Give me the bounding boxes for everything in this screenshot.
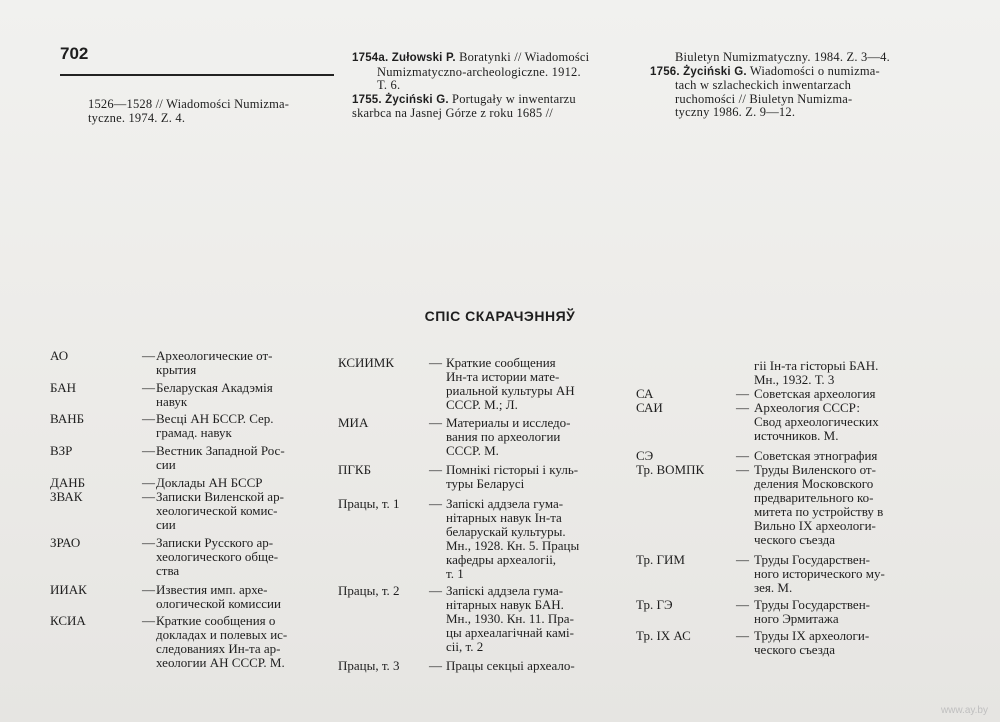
definition-line: цы археалагічнай камі- [446,625,574,640]
abbreviation-entry [636,449,928,463]
definition-line: ства [156,563,180,578]
abbreviations-column-2 [338,356,622,673]
abbreviation-term: КСИА [50,613,86,628]
definition-line: сии [156,457,176,472]
abbreviation-dash: — [736,628,749,643]
abbreviation-dash: — [142,582,155,597]
abbreviation-dash: — [142,380,155,395]
abbreviation-term: ИИАК [50,582,87,597]
definition-line: кафедры археалогіі, [446,552,557,567]
bib-line: Numizmatyczno-archeologiczne. 1912. [377,64,581,79]
section-title: СПІС СКАРАЧЭННЯЎ [424,308,576,324]
abbreviation-definition [156,490,322,532]
abbreviation-dash: — [142,475,155,490]
abbreviation-definition [156,583,322,611]
abbreviation-entry [636,359,928,387]
definition-line: Советская археология [754,386,876,401]
top-column-1 [88,98,340,125]
definition-line: Мн., 1930. Кн. 11. Пра- [446,611,574,626]
abbreviation-definition [156,614,322,670]
abbreviation-dash: — [429,583,442,598]
definition-line: нітарных навук Ін-та [446,510,562,525]
abbreviation-entry [338,416,622,458]
definition-line: СССР. М.; Л. [446,397,518,412]
definition-line: гіі Ін-та гісторыі БАН. [754,358,879,373]
abbreviation-term: ДАНБ [50,475,86,490]
definition-line: источников. М. [754,428,839,443]
definition-line: докладах и полевых ис- [156,627,288,642]
abbreviation-term: Працы, т. 2 [338,583,400,598]
abbreviation-dash: — [736,552,749,567]
bib-line: tach w szlacheckich inwentarzach [675,78,852,92]
abbreviation-term: ЗВАК [50,489,83,504]
definition-line: Известия имп. архе- [156,582,268,597]
bib-entry-1756: 1756. Życiński G. Wiadomości o numizma- [650,63,880,78]
definition-line: хеологической комис- [156,503,278,518]
definition-line: предварительного ко- [754,490,874,505]
abbreviation-dash: — [142,443,155,458]
abbreviation-term: САИ [636,400,663,415]
definition-line: Археология СССР: [754,400,861,415]
abbreviation-definition [156,349,322,377]
definition-line: Советская этнография [754,448,878,463]
definition-line: Вильно IX археологи- [754,518,876,533]
abbreviation-dash: — [429,496,442,511]
top-column-3 [650,51,940,120]
definition-line: туры Беларусі [446,476,525,491]
abbreviation-term: ЗРАО [50,535,81,550]
definition-line: Записки Виленской ар- [156,489,284,504]
abbreviation-definition [446,659,622,673]
definition-line: зея. М. [754,580,793,595]
bib-entry-1754a: 1754a. Zułowski P. Boratynki // Wiadomości [352,50,590,64]
definition-line: нітарных навук БАН. [446,597,564,612]
abbreviation-entry [338,584,622,654]
abbreviation-dash: — [736,400,749,415]
abbreviation-term: КСИИМК [338,355,395,370]
abbreviation-entry [338,463,622,491]
definition-line: Материалы и исследо- [446,415,571,430]
definition-line: сии [156,517,176,532]
definition-line: Свод археологических [754,414,879,429]
abbreviation-dash: — [142,411,155,426]
abbreviation-entry [50,490,322,532]
header-rule [60,74,334,76]
definition-line: Краткие сообщения о [156,613,276,628]
definition-line: следованиях Ин-та ар- [156,641,281,656]
definition-line: Археологические от- [156,348,273,363]
abbreviation-entry [50,349,322,377]
abbreviation-term: МИА [338,415,369,430]
definition-line: деления Московского [754,476,874,491]
abbreviation-dash: — [429,462,442,477]
abbreviation-term: Тр. ВОМПК [636,462,705,477]
abbreviation-term: Тр. IX АС [636,628,691,643]
abbreviation-entry [338,659,622,673]
definition-line: хеологического обще- [156,549,279,564]
abbreviation-dash: — [736,448,749,463]
definition-line: Весці АН БССР. Сер. [156,411,274,426]
definition-line: Мн., 1932. Т. 3 [754,372,835,387]
definition-line: митета по устройству в [754,504,884,519]
bib-line: Biuletyn Numizmatyczny. 1984. Z. 3—4. [675,50,890,64]
definition-line: ного Эрмитажа [754,611,839,626]
abbreviation-term: Тр. ГИМ [636,552,685,567]
abbreviation-entry [50,476,322,490]
abbreviation-entry [636,463,928,547]
definition-line: Труды IX археологи- [754,628,870,643]
abbreviation-entry [50,381,322,409]
abbreviation-entry [50,412,322,440]
abbreviation-term: Працы, т. 1 [338,496,400,511]
definition-line: Труды Государствен- [754,597,870,612]
definition-line: вания по археологии [446,429,561,444]
abbreviation-term: Тр. ГЭ [636,597,673,612]
abbreviation-entry [338,497,622,581]
definition-line: Працы секцыі археало- [446,658,575,673]
definition-line: Мн., 1928. Кн. 5. Працы [446,538,580,553]
definition-line: Вестник Западной Рос- [156,443,285,458]
definition-line: грамад. навук [156,425,232,440]
abbreviation-definition [754,598,928,626]
abbreviation-definition [446,463,622,491]
abbreviation-dash: — [736,462,749,477]
abbreviation-entry [50,536,322,578]
abbreviation-definition [754,629,928,657]
abbreviation-term: БАН [50,380,77,395]
abbreviation-definition [446,416,622,458]
abbreviation-entry [636,598,928,626]
abbreviation-entry [338,356,622,412]
abbreviation-term: ВАНБ [50,411,85,426]
abbreviation-definition [754,387,928,401]
abbreviation-dash: — [429,355,442,370]
abbreviation-dash: — [142,489,155,504]
abbreviation-entry [50,614,322,670]
definition-line: Помнікі гісторыі і куль- [446,462,579,477]
abbreviation-dash: — [142,613,155,628]
definition-line: риальной культуры АН [446,383,575,398]
abbreviation-term: СЭ [636,448,654,463]
abbreviation-entry [636,629,928,657]
abbreviation-definition [446,584,622,654]
definition-line: хеологии АН СССР. М. [156,655,285,670]
abbreviation-definition [754,449,928,463]
bib-line: T. 6. [377,78,401,92]
abbreviation-term: СА [636,386,654,401]
definition-line: Ин-та истории мате- [446,369,560,384]
definition-line: навук [156,394,188,409]
abbreviation-term: ВЗР [50,443,73,458]
abbreviation-definition [156,381,322,409]
definition-line: СССР. М. [446,443,499,458]
abbreviation-definition [446,497,622,581]
abbreviation-entry [50,583,322,611]
abbreviation-term: АО [50,348,69,363]
abbreviations-column-3 [636,359,928,657]
abbreviation-term: Працы, т. 3 [338,658,400,673]
definition-line: Записки Русского ар- [156,535,274,550]
definition-line: ческого съезда [754,532,836,547]
definition-line: крытия [156,362,197,377]
abbreviation-definition [156,412,322,440]
definition-line: беларускай культуры. [446,524,566,539]
abbreviation-term: ПГКБ [338,462,372,477]
page-number: 702 [60,44,89,63]
bib-line: 1526—1528 // Wiadomości Numizma- [88,97,290,111]
abbreviation-definition [156,476,322,490]
abbreviation-entry [636,387,928,401]
abbreviation-entry [636,401,928,443]
abbreviation-dash: — [736,386,749,401]
watermark: www.ay.by [940,705,988,716]
abbreviation-entry [636,553,928,595]
definition-line: ного исторического му- [754,566,885,581]
abbreviations-column-1 [50,349,322,670]
abbreviation-definition [156,444,322,472]
definition-line: Беларуская Акадэмія [156,380,273,395]
abbreviation-definition [754,553,928,595]
bib-line: skarbca na Jasnej Górze z roku 1685 // [352,106,553,120]
definition-line: Труды Виленского от- [754,462,876,477]
abbreviation-definition [754,463,928,547]
abbreviation-dash: — [142,535,155,550]
bib-line: ruchomości // Biuletyn Numizma- [675,91,853,106]
definition-line: Труды Государствен- [754,552,870,567]
abbreviation-definition [754,401,928,443]
definition-line: Краткие сообщения [446,355,556,370]
definition-line: Запіскі аддзела гума- [446,583,564,598]
definition-line: ческого съезда [754,642,836,657]
definition-line: сіі, т. 2 [446,639,484,654]
abbreviation-definition [156,536,322,578]
abbreviation-definition [754,359,928,387]
abbreviation-definition [446,356,622,412]
abbreviation-dash: — [736,597,749,612]
definition-line: ологической комиссии [156,596,281,611]
abbreviation-dash: — [429,658,442,673]
definition-line: Запіскі аддзела гума- [446,496,564,511]
bib-line: tyczne. 1974. Z. 4. [88,110,186,125]
definition-line: т. 1 [446,566,464,581]
top-column-2 [352,51,632,121]
abbreviation-entry [50,444,322,472]
definition-line: Доклады АН БССР [156,475,263,490]
abbreviation-dash: — [142,348,155,363]
bib-line: tyczny 1986. Z. 9—12. [675,105,796,119]
abbreviation-dash: — [429,415,442,430]
bib-entry-1755: 1755. Życiński G. Portugały w inwentarzu [352,91,576,106]
